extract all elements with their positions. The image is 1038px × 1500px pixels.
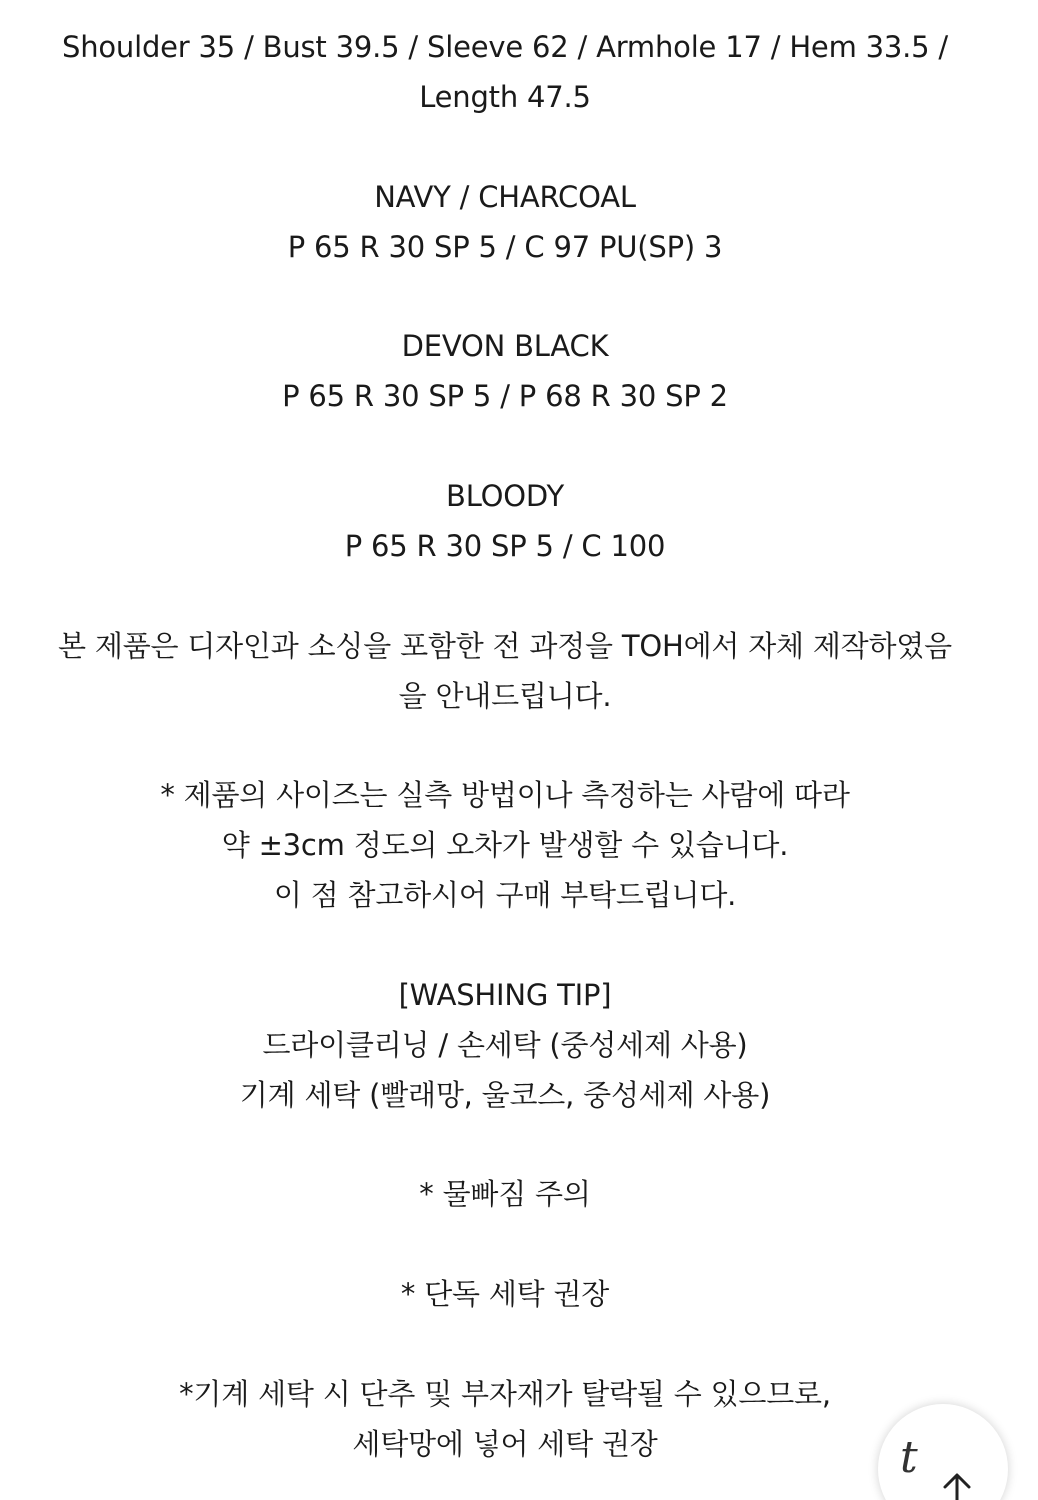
washing-tip-title: [WASHING TIP]	[398, 978, 612, 1012]
fading-warning: * 물빠짐 주의	[419, 1177, 591, 1211]
size-note-line-2: 약 ±3cm 정도의 오차가 발생할 수 있습니다.	[221, 828, 789, 862]
separate-wash-warning: * 단독 세탁 권장	[400, 1277, 610, 1311]
devon-black-composition: P 65 R 30 SP 5 / P 68 R 30 SP 2	[282, 379, 728, 413]
bloody-composition: P 65 R 30 SP 5 / C 100	[344, 529, 666, 563]
bloody-title: BLOODY	[446, 479, 564, 513]
brand-logo: t	[900, 1432, 918, 1483]
size-note-line-3: 이 점 참고하시어 구매 부탁드립니다.	[273, 878, 737, 912]
washing-tip-line-2: 기계 세탁 (빨래망, 울코스, 중성세제 사용)	[239, 1078, 771, 1112]
measurements-line-1: Shoulder 35 / Bust 39.5 / Sleeve 62 / Armhole 17 / Hem 33.5 /	[61, 30, 949, 64]
arrow-up-icon	[940, 1470, 974, 1500]
notice-line-1: 본 제품은 디자인과 소싱을 포함한 전 과정을 TOH에서 자체 제작하였음	[58, 629, 952, 663]
navy-charcoal-composition: P 65 R 30 SP 5 / C 97 PU(SP) 3	[287, 230, 723, 264]
size-note-line-1: * 제품의 사이즈는 실측 방법이나 측정하는 사람에 따라	[160, 778, 850, 812]
devon-black-title: DEVON BLACK	[401, 329, 609, 363]
notice-line-2: 을 안내드립니다.	[398, 679, 612, 713]
machine-wash-note-line-2: 세탁망에 넣어 세탁 권장	[352, 1427, 658, 1461]
washing-tip-line-1: 드라이클리닝 / 손세탁 (중성세제 사용)	[262, 1028, 748, 1062]
measurements-line-2: Length 47.5	[419, 80, 591, 114]
machine-wash-note-line-1: *기계 세탁 시 단추 및 부자재가 탈락될 수 있으므로,	[179, 1377, 831, 1411]
navy-charcoal-title: NAVY / CHARCOAL	[374, 180, 636, 214]
